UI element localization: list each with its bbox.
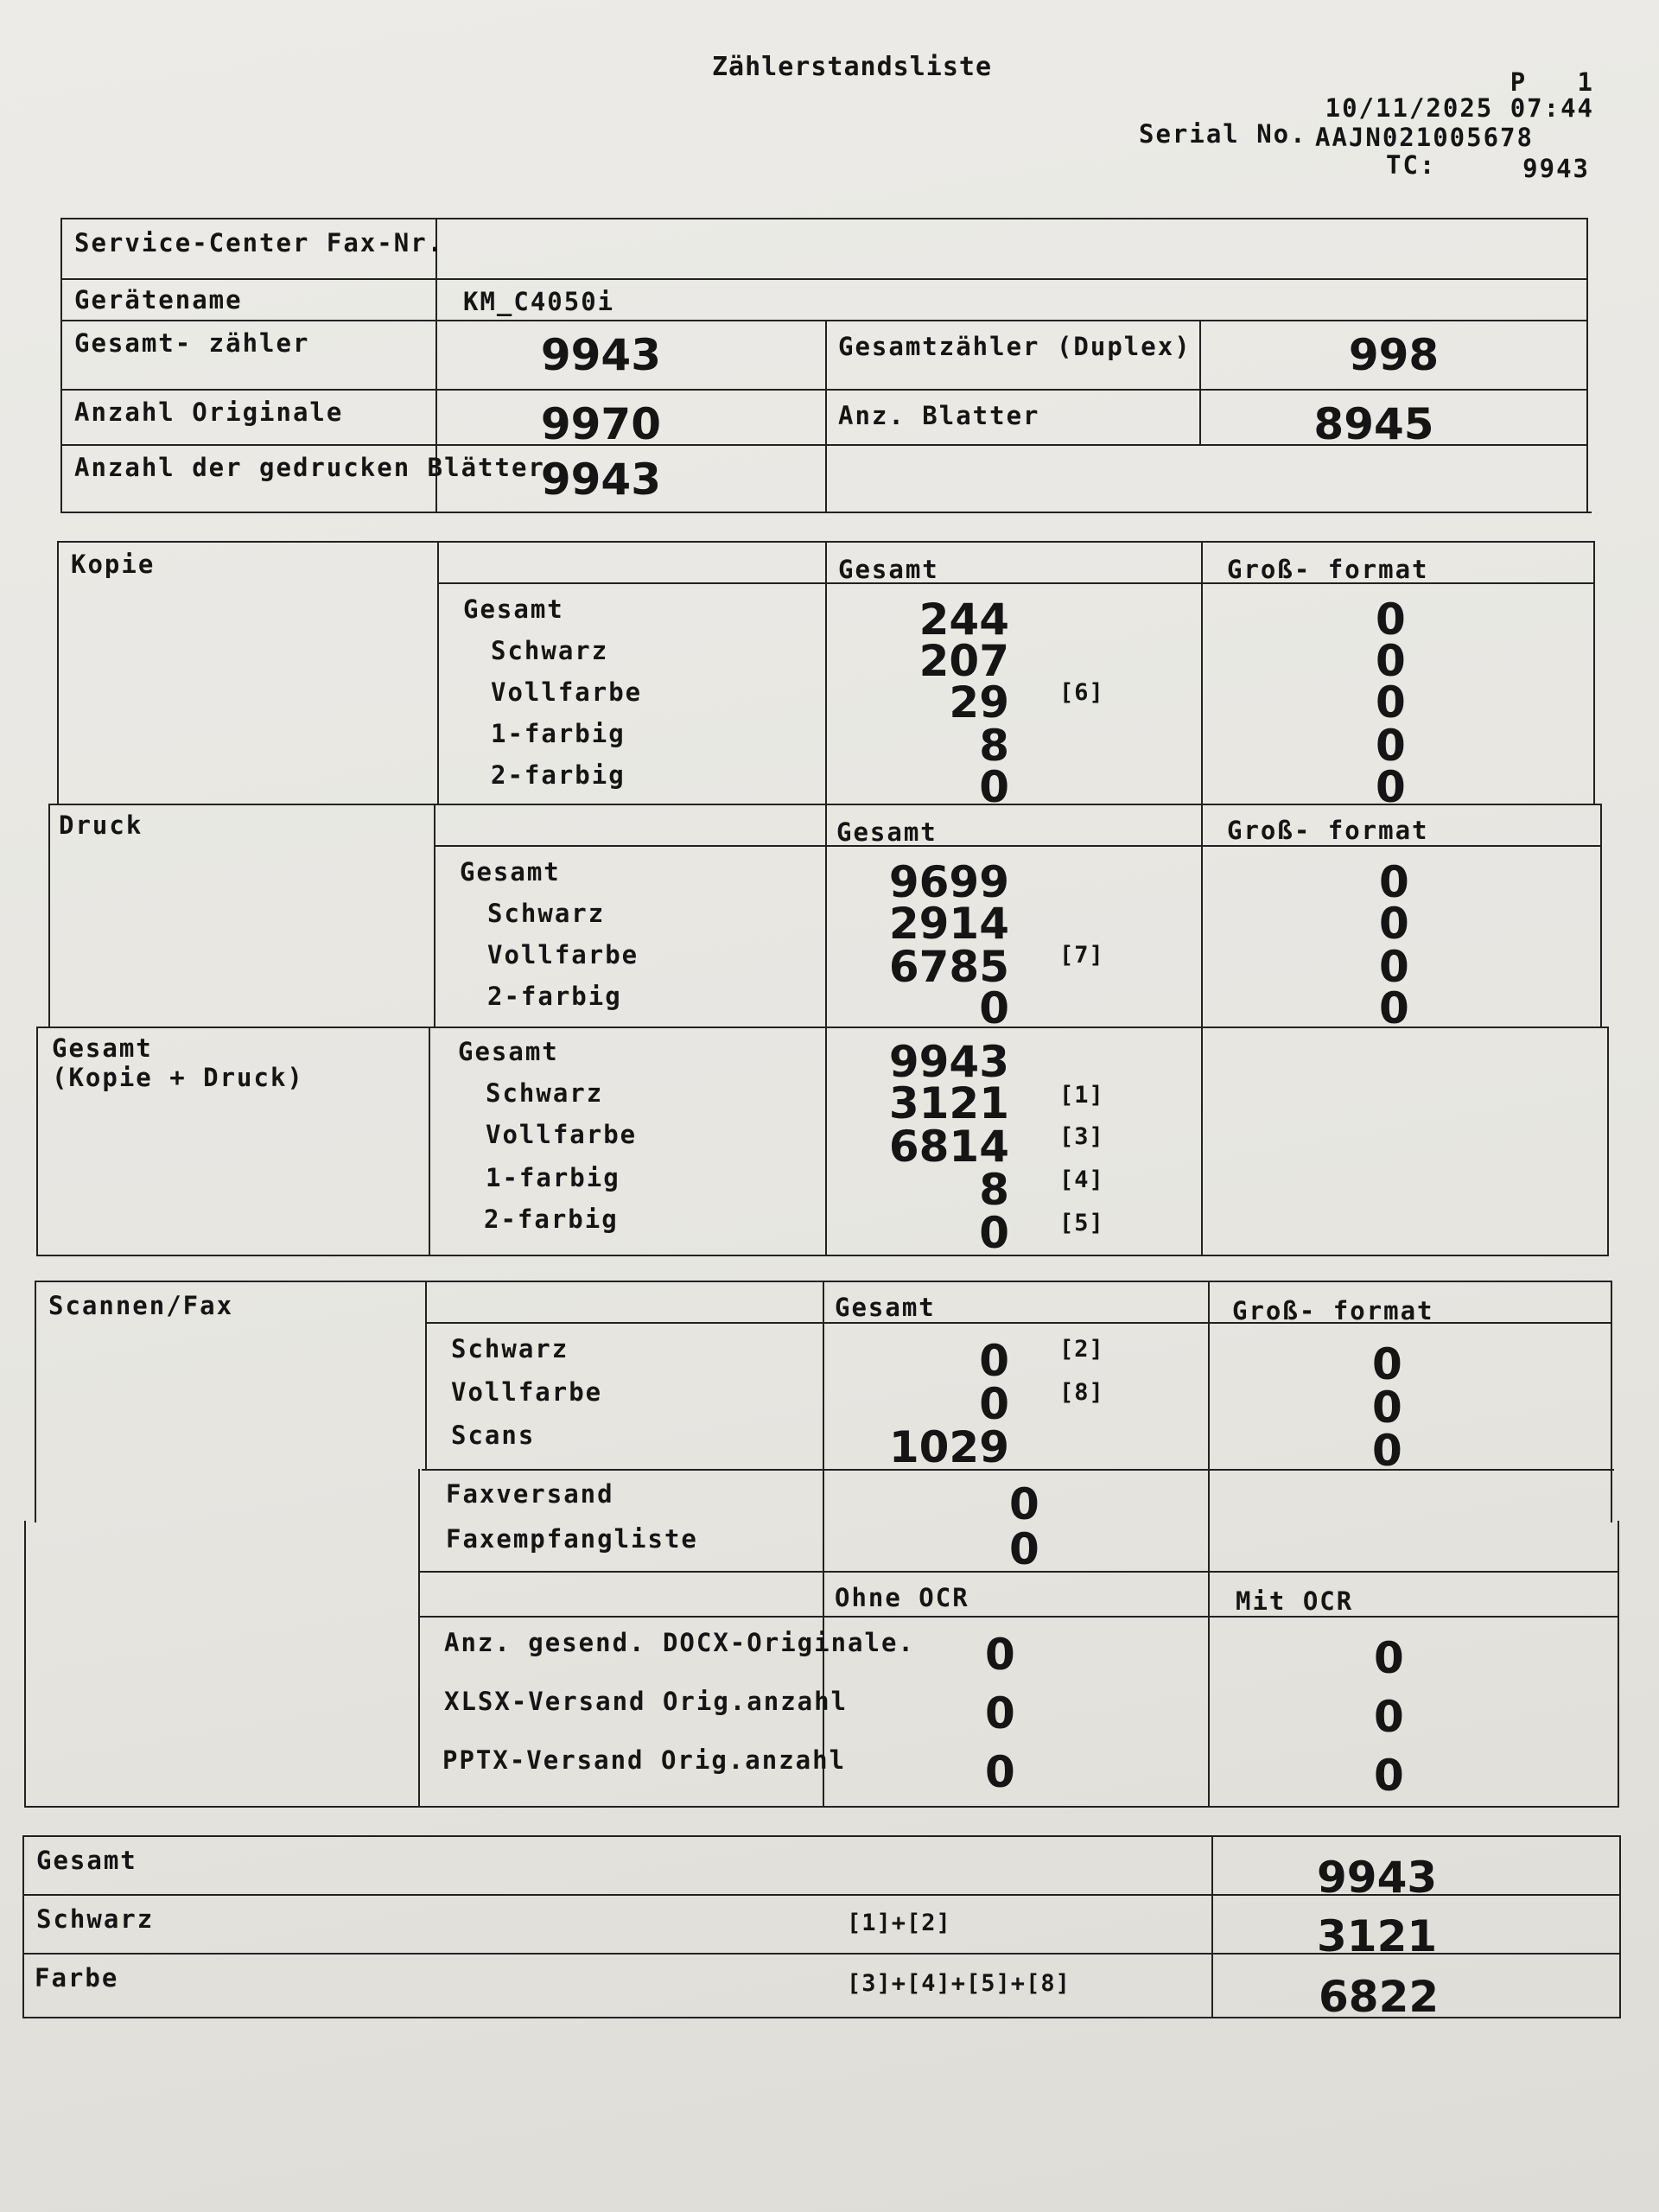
tc-value: 9943 [1522, 154, 1590, 183]
copy-row-large-format: 0 [1376, 721, 1406, 771]
device-name-label: Gerätename [74, 285, 243, 315]
copy-row-ref: [6] [1059, 679, 1104, 706]
scan-row-value: 0 [979, 1336, 1009, 1386]
copy-row-large-format: 0 [1376, 594, 1406, 645]
copy-row-value: 207 [918, 636, 1009, 686]
copy-print-row-label: Vollfarbe [486, 1120, 638, 1149]
copy-print-row-label: 1-farbig [486, 1163, 620, 1192]
ocr-docx-without: 0 [985, 1630, 1015, 1680]
copy-row-label: 1-farbig [491, 719, 626, 748]
summary-black-label: Schwarz [36, 1904, 155, 1934]
copy-print-row-value: 8 [979, 1165, 1009, 1215]
duplex-counter-value: 998 [1348, 330, 1440, 380]
ocr-docx-with: 0 [1374, 1633, 1404, 1683]
copy-section-title: Kopie [71, 550, 156, 579]
ocr-pptx-without: 0 [985, 1747, 1015, 1797]
print-section-title: Druck [59, 810, 143, 840]
print-col-total: Gesamt [836, 817, 938, 847]
copy-row-large-format: 0 [1376, 762, 1406, 812]
print-row-large-format: 0 [1379, 942, 1409, 992]
copy-print-row-value: 0 [979, 1208, 1009, 1258]
copy-print-row-label: Gesamt [458, 1037, 559, 1066]
sheets-value: 8945 [1313, 399, 1434, 449]
ocr-col-with: Mit OCR [1236, 1586, 1354, 1616]
copy-print-row-value: 6814 [888, 1122, 1009, 1172]
copy-row-label: Gesamt [463, 594, 564, 624]
ocr-pptx-with: 0 [1374, 1751, 1404, 1801]
copy-row-label: Vollfarbe [491, 677, 643, 707]
scan-row-label: Schwarz [451, 1334, 569, 1363]
copy-row-value: 8 [979, 721, 1009, 771]
fax-sent-value: 0 [1009, 1479, 1039, 1529]
copy-row-label: Schwarz [491, 636, 609, 665]
fax-received-value: 0 [1009, 1524, 1039, 1574]
print-row-value: 6785 [888, 942, 1009, 992]
summary-black-formula: [1]+[2] [847, 1910, 951, 1936]
scan-row-label: Vollfarbe [451, 1377, 603, 1407]
device-name-value: KM_C4050i [463, 287, 615, 316]
scan-row-large-format: 0 [1372, 1339, 1402, 1389]
copy-row-label: 2-farbig [491, 760, 626, 790]
copy-print-row-ref: [5] [1059, 1210, 1104, 1236]
print-col-large-format: Groß- format [1227, 816, 1429, 845]
ocr-xlsx-with: 0 [1374, 1692, 1404, 1742]
print-row-value: 2914 [888, 899, 1009, 949]
duplex-counter-label: Gesamtzähler (Duplex) [838, 332, 1192, 361]
scan-col-total: Gesamt [835, 1293, 936, 1322]
total-counter-label: Gesamt- zähler [74, 328, 310, 358]
print-row-large-format: 0 [1379, 899, 1409, 949]
copy-print-row-label: 2-farbig [484, 1205, 619, 1234]
ocr-col-without: Ohne OCR [835, 1583, 969, 1612]
printed-sheets-value: 9943 [540, 454, 661, 505]
ocr-docx-label: Anz. gesend. DOCX-Originale. [444, 1628, 915, 1657]
page-title: Zählerstandsliste [712, 52, 993, 82]
print-row-label: Gesamt [460, 857, 561, 887]
total-counter-value: 9943 [540, 330, 661, 380]
copy-print-row-label: Schwarz [486, 1078, 604, 1108]
page-number: P 1 [1510, 67, 1594, 97]
copy-print-row-ref: [3] [1059, 1123, 1104, 1150]
summary-color-label: Farbe [35, 1963, 119, 1993]
copy-print-row-value: 3121 [888, 1078, 1009, 1128]
copy-row-large-format: 0 [1376, 636, 1406, 686]
printed-sheets-label: Anzahl der gedrucken Blätter [74, 453, 545, 482]
scan-row-label: Scans [451, 1421, 536, 1450]
summary-color-value: 6822 [1319, 1972, 1440, 2022]
copy-print-total-subtitle: (Kopie + Druck) [52, 1063, 304, 1092]
scan-col-large-format: Groß- format [1232, 1296, 1434, 1325]
sheets-label: Anz. Blatter [838, 401, 1040, 430]
copy-row-value: 29 [949, 677, 1009, 728]
originals-label: Anzahl Originale [74, 397, 344, 427]
ocr-xlsx-label: XLSX-Versand Orig.anzahl [444, 1687, 849, 1716]
print-row-large-format: 0 [1379, 983, 1409, 1033]
print-row-value: 0 [979, 983, 1009, 1033]
serial-value: AAJN021005678 [1315, 123, 1534, 152]
summary-total-value: 9943 [1317, 1853, 1438, 1903]
copy-print-row-ref: [1] [1059, 1082, 1104, 1109]
tc-label: TC: [1386, 150, 1437, 180]
print-row-label: 2-farbig [487, 982, 622, 1011]
print-row-ref: [7] [1059, 942, 1104, 969]
copy-print-total-title: Gesamt [52, 1033, 153, 1063]
print-row-label: Vollfarbe [487, 940, 639, 969]
serial-label: Serial No. [1139, 119, 1307, 149]
ocr-pptx-label: PPTX-Versand Orig.anzahl [442, 1745, 847, 1775]
print-row-label: Schwarz [487, 899, 606, 928]
scan-row-ref: [8] [1059, 1379, 1104, 1406]
summary-total-label: Gesamt [36, 1846, 137, 1875]
copy-print-row-value: 9943 [888, 1037, 1009, 1087]
print-datetime: 10/11/2025 07:44 [1325, 93, 1594, 123]
print-row-large-format: 0 [1379, 857, 1409, 907]
scan-row-value: 1029 [888, 1422, 1009, 1472]
summary-black-value: 3121 [1317, 1911, 1438, 1961]
scan-section-title: Scannen/Fax [48, 1291, 234, 1320]
copy-row-value: 0 [979, 762, 1009, 812]
scan-row-ref: [2] [1059, 1336, 1104, 1363]
fax-sent-label: Faxversand [446, 1479, 614, 1509]
scan-row-large-format: 0 [1372, 1426, 1402, 1476]
copy-row-large-format: 0 [1376, 677, 1406, 728]
fax-number-label: Service-Center Fax-Nr. [74, 228, 445, 257]
print-row-value: 9699 [888, 857, 1009, 907]
scan-row-value: 0 [979, 1379, 1009, 1429]
summary-color-formula: [3]+[4]+[5]+[8] [847, 1970, 1071, 1997]
copy-col-large-format: Groß- format [1227, 555, 1429, 584]
ocr-xlsx-without: 0 [985, 1688, 1015, 1738]
copy-col-total: Gesamt [838, 555, 939, 584]
originals-value: 9970 [540, 399, 661, 449]
copy-row-value: 244 [918, 594, 1009, 645]
fax-received-label: Faxempfangliste [446, 1524, 698, 1554]
copy-print-row-ref: [4] [1059, 1166, 1104, 1193]
scan-row-large-format: 0 [1372, 1382, 1402, 1433]
